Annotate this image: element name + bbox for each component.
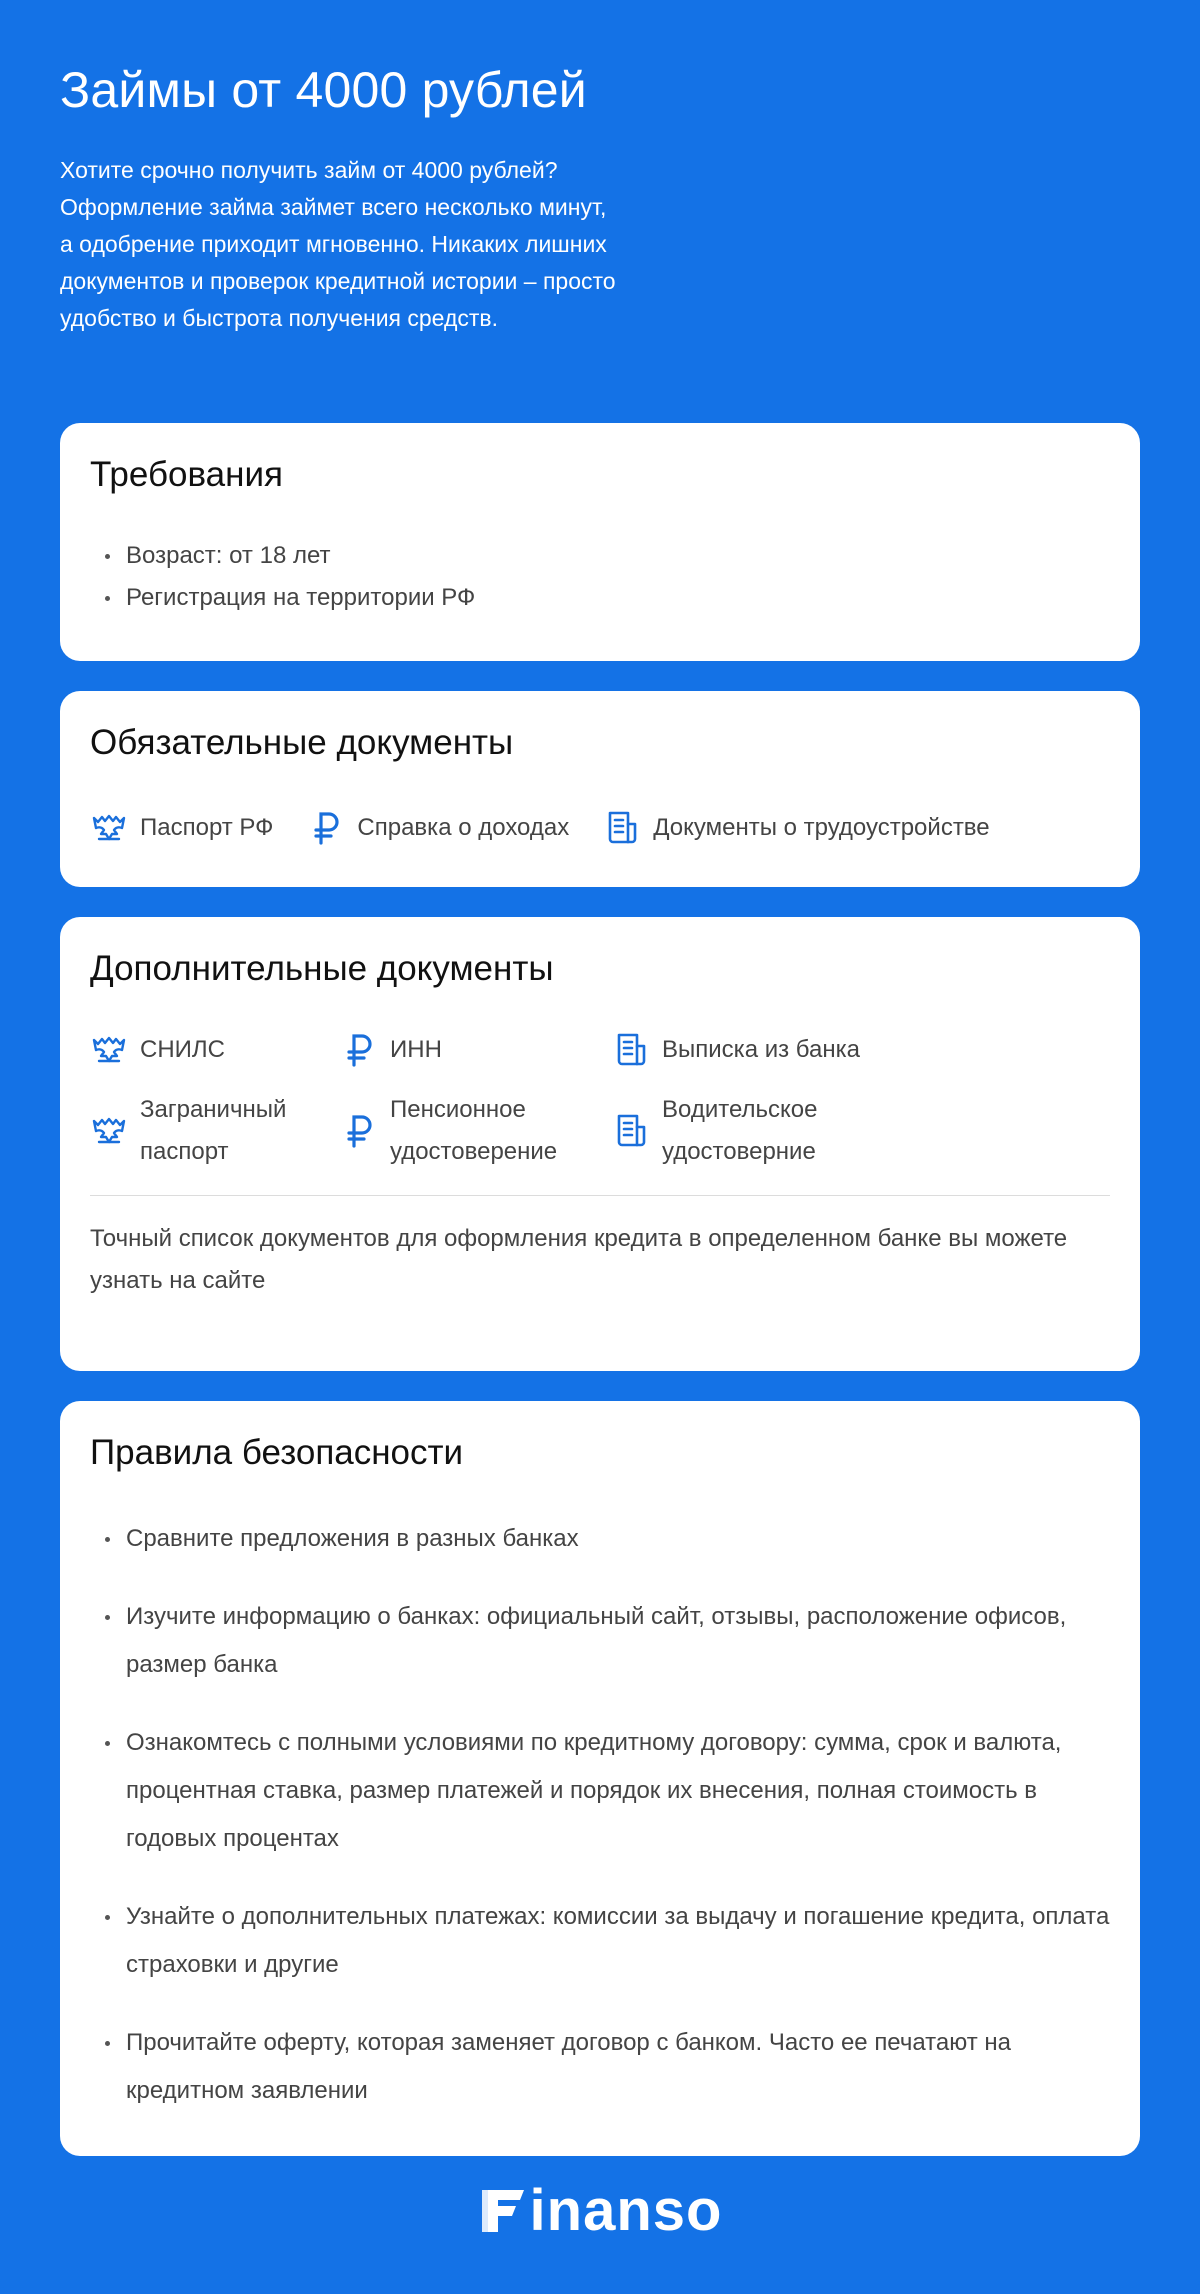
doc-item xyxy=(340,1089,612,1173)
doc-label: Заграничный паспорт xyxy=(140,1096,287,1165)
logo-f-icon xyxy=(478,2186,528,2236)
document-icon xyxy=(612,1029,650,1071)
doc-label: Водительское удостоверние xyxy=(662,1096,818,1165)
mandatory-docs-title: Обязательные документы xyxy=(90,723,514,762)
doc-item xyxy=(340,1029,612,1071)
document-icon xyxy=(603,809,641,847)
additional-docs-title: Дополнительные документы xyxy=(90,949,554,988)
safety-list xyxy=(90,1515,1110,2115)
requirements-title: Требования xyxy=(90,455,283,494)
ruble-icon xyxy=(340,1110,378,1152)
list-item: Возраст: от 18 лет xyxy=(90,535,1110,577)
list-item: Сравните предложения в разных банках xyxy=(90,1515,1110,1563)
hero xyxy=(60,60,780,337)
list-item: Регистрация на территории РФ xyxy=(90,577,1110,619)
list-item: Узнайте о дополнительных платежах: комиссии за выдачу и погашение кредита, оплата страховки и другие xyxy=(90,1893,1110,1989)
mandatory-docs-card xyxy=(60,691,1140,887)
emblem-icon xyxy=(90,809,128,847)
list-item: Ознакомтесь с полными условиями по кредитному договору: сумма, срок и валюта, процентная ставка, размер платежей и порядок их внесения, полная стоимость в годовых процентах xyxy=(90,1719,1110,1863)
doc-item xyxy=(612,1029,912,1071)
divider xyxy=(90,1195,1110,1196)
emblem-icon xyxy=(90,1029,128,1071)
list-item: Прочитайте оферту, которая заменяет договор с банком. Часто ее печатают на кредитном заявлении xyxy=(90,2019,1110,2115)
doc-label: Выписка из банка xyxy=(662,1036,860,1063)
additional-docs-card xyxy=(60,917,1140,1371)
document-icon xyxy=(612,1110,650,1152)
doc-label: Паспорт РФ xyxy=(140,814,274,841)
page-title: Займы от 4000 рублей xyxy=(60,62,587,118)
doc-item xyxy=(307,809,569,847)
doc-label: Документы о трудоустройстве xyxy=(653,814,990,841)
safety-card xyxy=(60,1401,1140,2156)
requirements-card xyxy=(60,423,1140,661)
finanso-logo[interactable] xyxy=(0,2178,1200,2243)
hero-intro: Хотите срочно получить займ от 4000 рублей? Оформление займа займет всего несколько минут, а одобрение приходит мгновенно. Никаких лишних документов и проверок кредитной истории – просто удобство и быстрота получения средств. xyxy=(60,157,616,331)
doc-item xyxy=(90,809,273,847)
doc-label: Пенсионное удостоверение xyxy=(390,1096,558,1165)
doc-item xyxy=(612,1089,912,1173)
doc-label: Справка о доходах xyxy=(357,814,570,841)
safety-title: Правила безопасности xyxy=(90,1433,464,1472)
emblem-icon xyxy=(90,1110,128,1152)
docs-note: Точный список документов для оформления кредита в определенном банке вы можете узнать на сайте xyxy=(90,1225,1068,1294)
additional-docs-list xyxy=(90,1029,1110,1173)
list-item: Изучите информацию о банках: официальный сайт, отзывы, расположение офисов, размер банка xyxy=(90,1593,1110,1689)
doc-label: СНИЛС xyxy=(140,1036,225,1063)
doc-item xyxy=(90,1089,340,1173)
doc-item xyxy=(603,809,989,847)
mandatory-docs-list xyxy=(90,809,1110,847)
doc-item xyxy=(90,1029,340,1071)
logo-text: inanso xyxy=(529,2178,723,2243)
requirements-list xyxy=(90,535,1110,619)
ruble-icon xyxy=(307,809,345,847)
ruble-icon xyxy=(340,1029,378,1071)
doc-label: ИНН xyxy=(390,1036,442,1063)
